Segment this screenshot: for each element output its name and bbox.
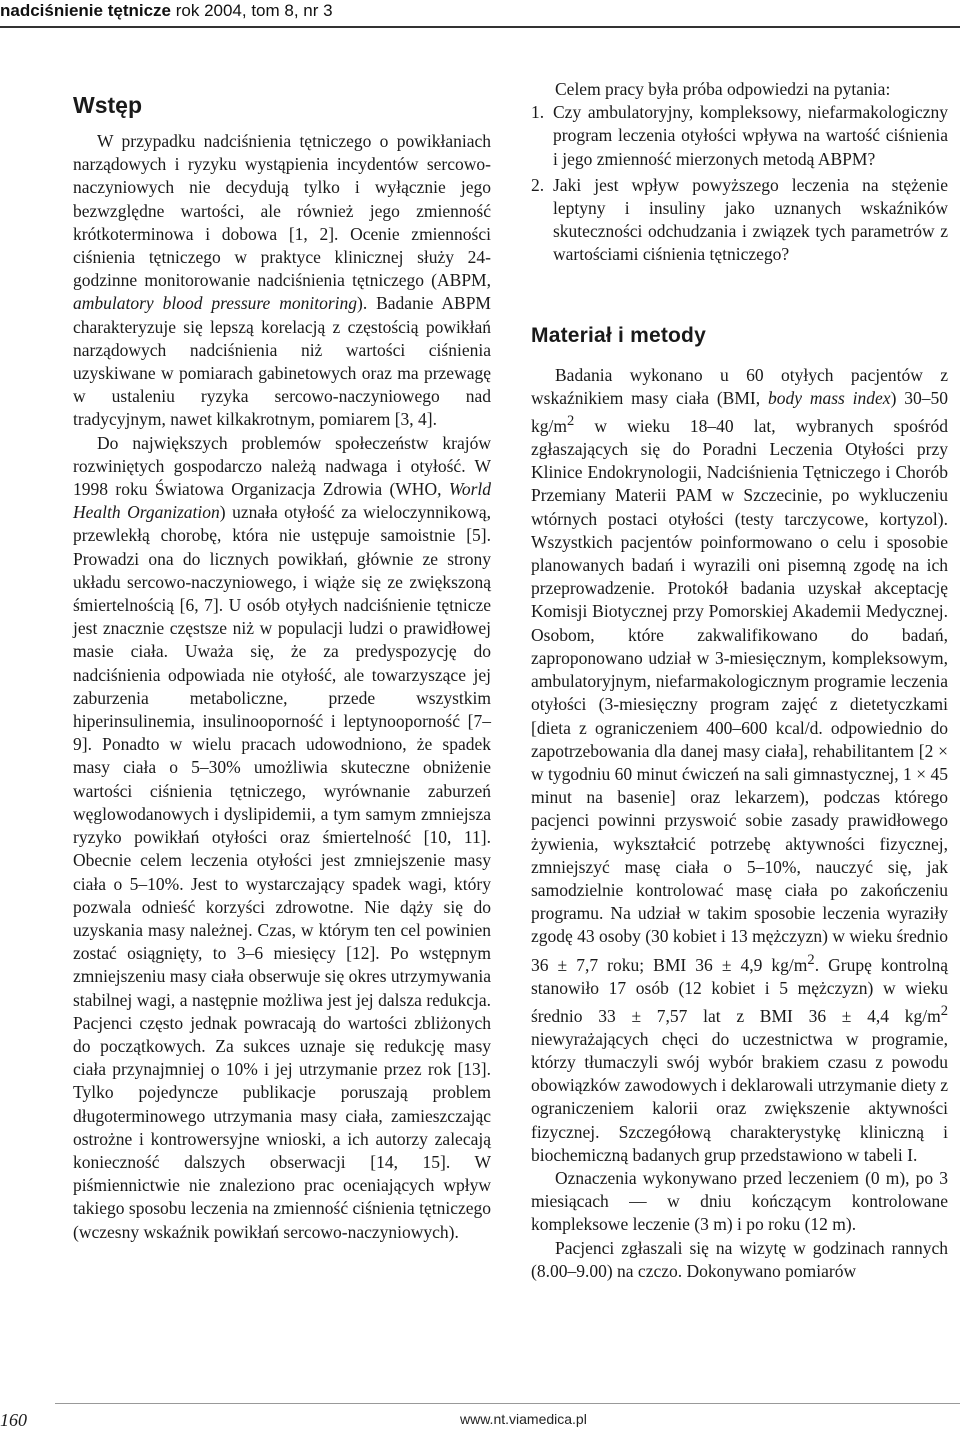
header-rule	[0, 26, 960, 28]
page-number: 160	[0, 1410, 27, 1430]
intro-paragraph-1: W przypadku nadciśnienia tętniczego o powikłaniach narządowych i ryzyku wystąpienia incydentów sercowo-naczyniowych nie decydują tylko i wyłącznie jego bezwzględne wartości, ale również jego zmienność krótkoterminowa i dobowa [1, 2]. Ocenie zmienności ciśnienia tętniczego w praktyce klinicznej służy 24-godzinne monitorowanie nadciśnienia tętniczego (ABPM, ambulatory blood pressure monitoring). Badanie ABPM charakteryzuje się lepszą korelacją z częstością powikłań narządowych nadciśnienia niż wartości ciśnienia uzyskiwane w pomiarach gabinetowych oraz ma przewagę w ustaleniu ryzyka sercowo-naczyniowego nad tradycyjnym, nawet kilkakrotnym, pomiarem [3, 4].	[73, 131, 491, 430]
intro-paragraph-2: Do największych problemów społeczeństw krajów rozwiniętych gospodarczo należą nadwaga i otyłość. W 1998 roku Światowa Organizacja Zdrowia (WHO, World Health Organization) uznała otyłość za wieloczynnikową, przewlekłą chorobę, która nie ustępuje samoistnie [5]. Prowadzi ona do licznych powikłań, głównie ze strony układu sercowo-naczyniowego, i wiąże się ze zwiększoną śmiertelnością [6, 7]. U osób otyłych nadciśnienie tętnicze jest znacznie częstsze niż w populacji ludzi o prawidłowej masie ciała. Uważa się, że za predyspozycję do nadciśnienia odpowiada nie otyłość, ale towarzyszące jej zaburzenia metaboliczne, przede wszystkim hiperinsulinemia, insulinooporność i leptynooporność [7–9]. Ponadto w wielu pracach udowodniono, że spadek masy ciała o 5–30% umożliwia skuteczne obniżenie wartości ciśnienia tętniczego, wyrównanie zaburzeń węglowodanowych i dyslipidemii, a tym samym zmniejsza ryzyko powikłań otyłości oraz śmiertelność [10, 11]. Obecnie celem leczenia otyłości jest zmniejszenie masy ciała o 5–10%. Jest to wystarczający spadek wagi, który pozwala odnieść korzyści zdrowotne. Nie dąży się do uzyskania masy należnej. Czas, w którym ten cel powinien zostać osiągnięty, to 3–6 miesięcy [12]. Po wstępnym zmniejszeniu masy ciała obserwuje się okres utrzymywania stabilnej wagi, a następnie możliwa jest jej dalsza redukcja. Pacjenci często jednak powracają do wartości zbliżonych do początkowych. Za sukces uznaje się redukcję masy ciała przynajmniej o 10% i jej utrzymanie przez rok [13]. Tylko pojedyncze publikacje poruszają problem długoterminowego utrzymania masy ciała, zamieszczając ostrożne i kontrowersyjne wnioski, a ich autorzy zalecają konieczność dalszych obserwacji [14, 15]. W piśmiennictwie nie znaleziono prac oceniających wpływ takiego sposobu leczenia na zmienność ciśnienia tętniczego (wczesny wskaźnik powikłań sercowo-naczyniowych).	[73, 432, 491, 1242]
list-item: 1. Czy ambulatoryjny, kompleksowy, niefarmakologiczny program leczenia otyłości wpływa na wartość ciśnienia i jego zmienność mierzonych metodą ABPM?	[531, 102, 948, 169]
section-heading-introduction: Wstęp	[73, 92, 142, 118]
list-item: 2. Jaki jest wpływ powyższego leczenia na stężenie leptyny i insuliny jako uznanych wskaźników skuteczności odchudzania i związek tych parametrów z wartościami ciśnienia tętniczego?	[531, 174, 948, 265]
aim-intro: Celem pracy była próba odpowiedzi na pytania:	[555, 79, 891, 99]
footer-rule	[55, 1403, 960, 1404]
left-column	[73, 78, 491, 1244]
methods-paragraph-2: Oznaczenia wykonywano przed leczeniem (0 m), po 3 miesiącach — w dniu kończącym kontrolowane kompleksowe leczenie (3 m) i po roku (12 m).	[531, 1168, 948, 1235]
right-column	[531, 78, 948, 1283]
issue-info: rok 2004, tom 8, nr 3	[175, 1, 333, 20]
footer-url[interactable]: www.nt.viamedica.pl	[460, 1411, 587, 1427]
research-questions	[531, 101, 948, 266]
journal-title: nadciśnienie tętnicze	[0, 1, 171, 20]
section-heading-methods: Materiał i metody	[531, 323, 706, 347]
methods-paragraph-1: Badania wykonano u 60 otyłych pacjentów z wskaźnikiem masy ciała (BMI, body mass index) 30–50 $kg/m^2$ w wieku 18–40 lat, wybranych spośród zgłaszających się do Poradni Leczenia Otyłości przy Klinice Endokrynologii, Nadciśnienia Tętniczego i Chorób Przemiany Materii PAM w Szczecinie, po wykluczeniu wtórnych postaci otyłości (testy tarczycowe, kortyzol). Wszystkich pacjentów poinformowano o celu i sposobie planowanych badań i wyrazili oni pisemną zgodę na ich przeprowadzenie. Protokół badania uzyskał akceptację Komisji Biotycznej przy Pomorskiej Akademii Medycznej. Osobom, które zakwalifikowano do badań, zaproponowano udział w 3-miesięcznym, kompleksowym, ambulatoryjnym, niefarmakologicznym programie leczenia otyłości (3-miesięczny program zajęć z dietetyczkami [dieta z ograniczeniem 400–600 kcal/d. odpowiednio do zapotrzebowania dla danej masy ciała], rehabilitantem [2 × w tygodniu 60 minut ćwiczeń na sali gimnastycznej, 1 × 45 minut na basenie] oraz lekarzem), podczas którego pacjenci powinni przyswoić sobie zasady prawidłowego żywienia, wykształcić potrzebę aktywności fizycznej, zmniejszyć masę ciała o 5–10%, nauczyć się, jak samodzielnie kontrolować masę ciała po zakończeniu programu. Na udział w takim sposobie leczenia wyraziły zgodę 43 osoby (30 kobiet i 13 mężczyzn) w wieku średnio 36 ± 7,7 roku; BMI 36 ± 4,9 $kg/m^2$. Grupę kontrolną stanowiło 17 osób (12 kobiet i 5 mężczyzn) w wieku średnio 33 ± 7,57 lat z BMI 36 ± 4,4 $kg/m^2$ niewyrażających chęci do uczestnictwa w programie, którzy tłumaczyli swój wybór brakiem czasu z powodu obowiązków zawodowych i deklarowali utrzymanie diety z ograniczeniem kalorii oraz zwiększenie aktywności fizycznej. Szczegółową charakterystykę kliniczną i biochemiczną badanych grup przedstawiono w tabeli I.	[531, 364, 948, 1165]
methods-paragraph-3: Pacjenci zgłaszali się na wizytę w godzinach rannych (8.00–9.00) na czczo. Dokonywano pomiarów	[531, 1237, 948, 1281]
running-head	[0, 0, 960, 24]
